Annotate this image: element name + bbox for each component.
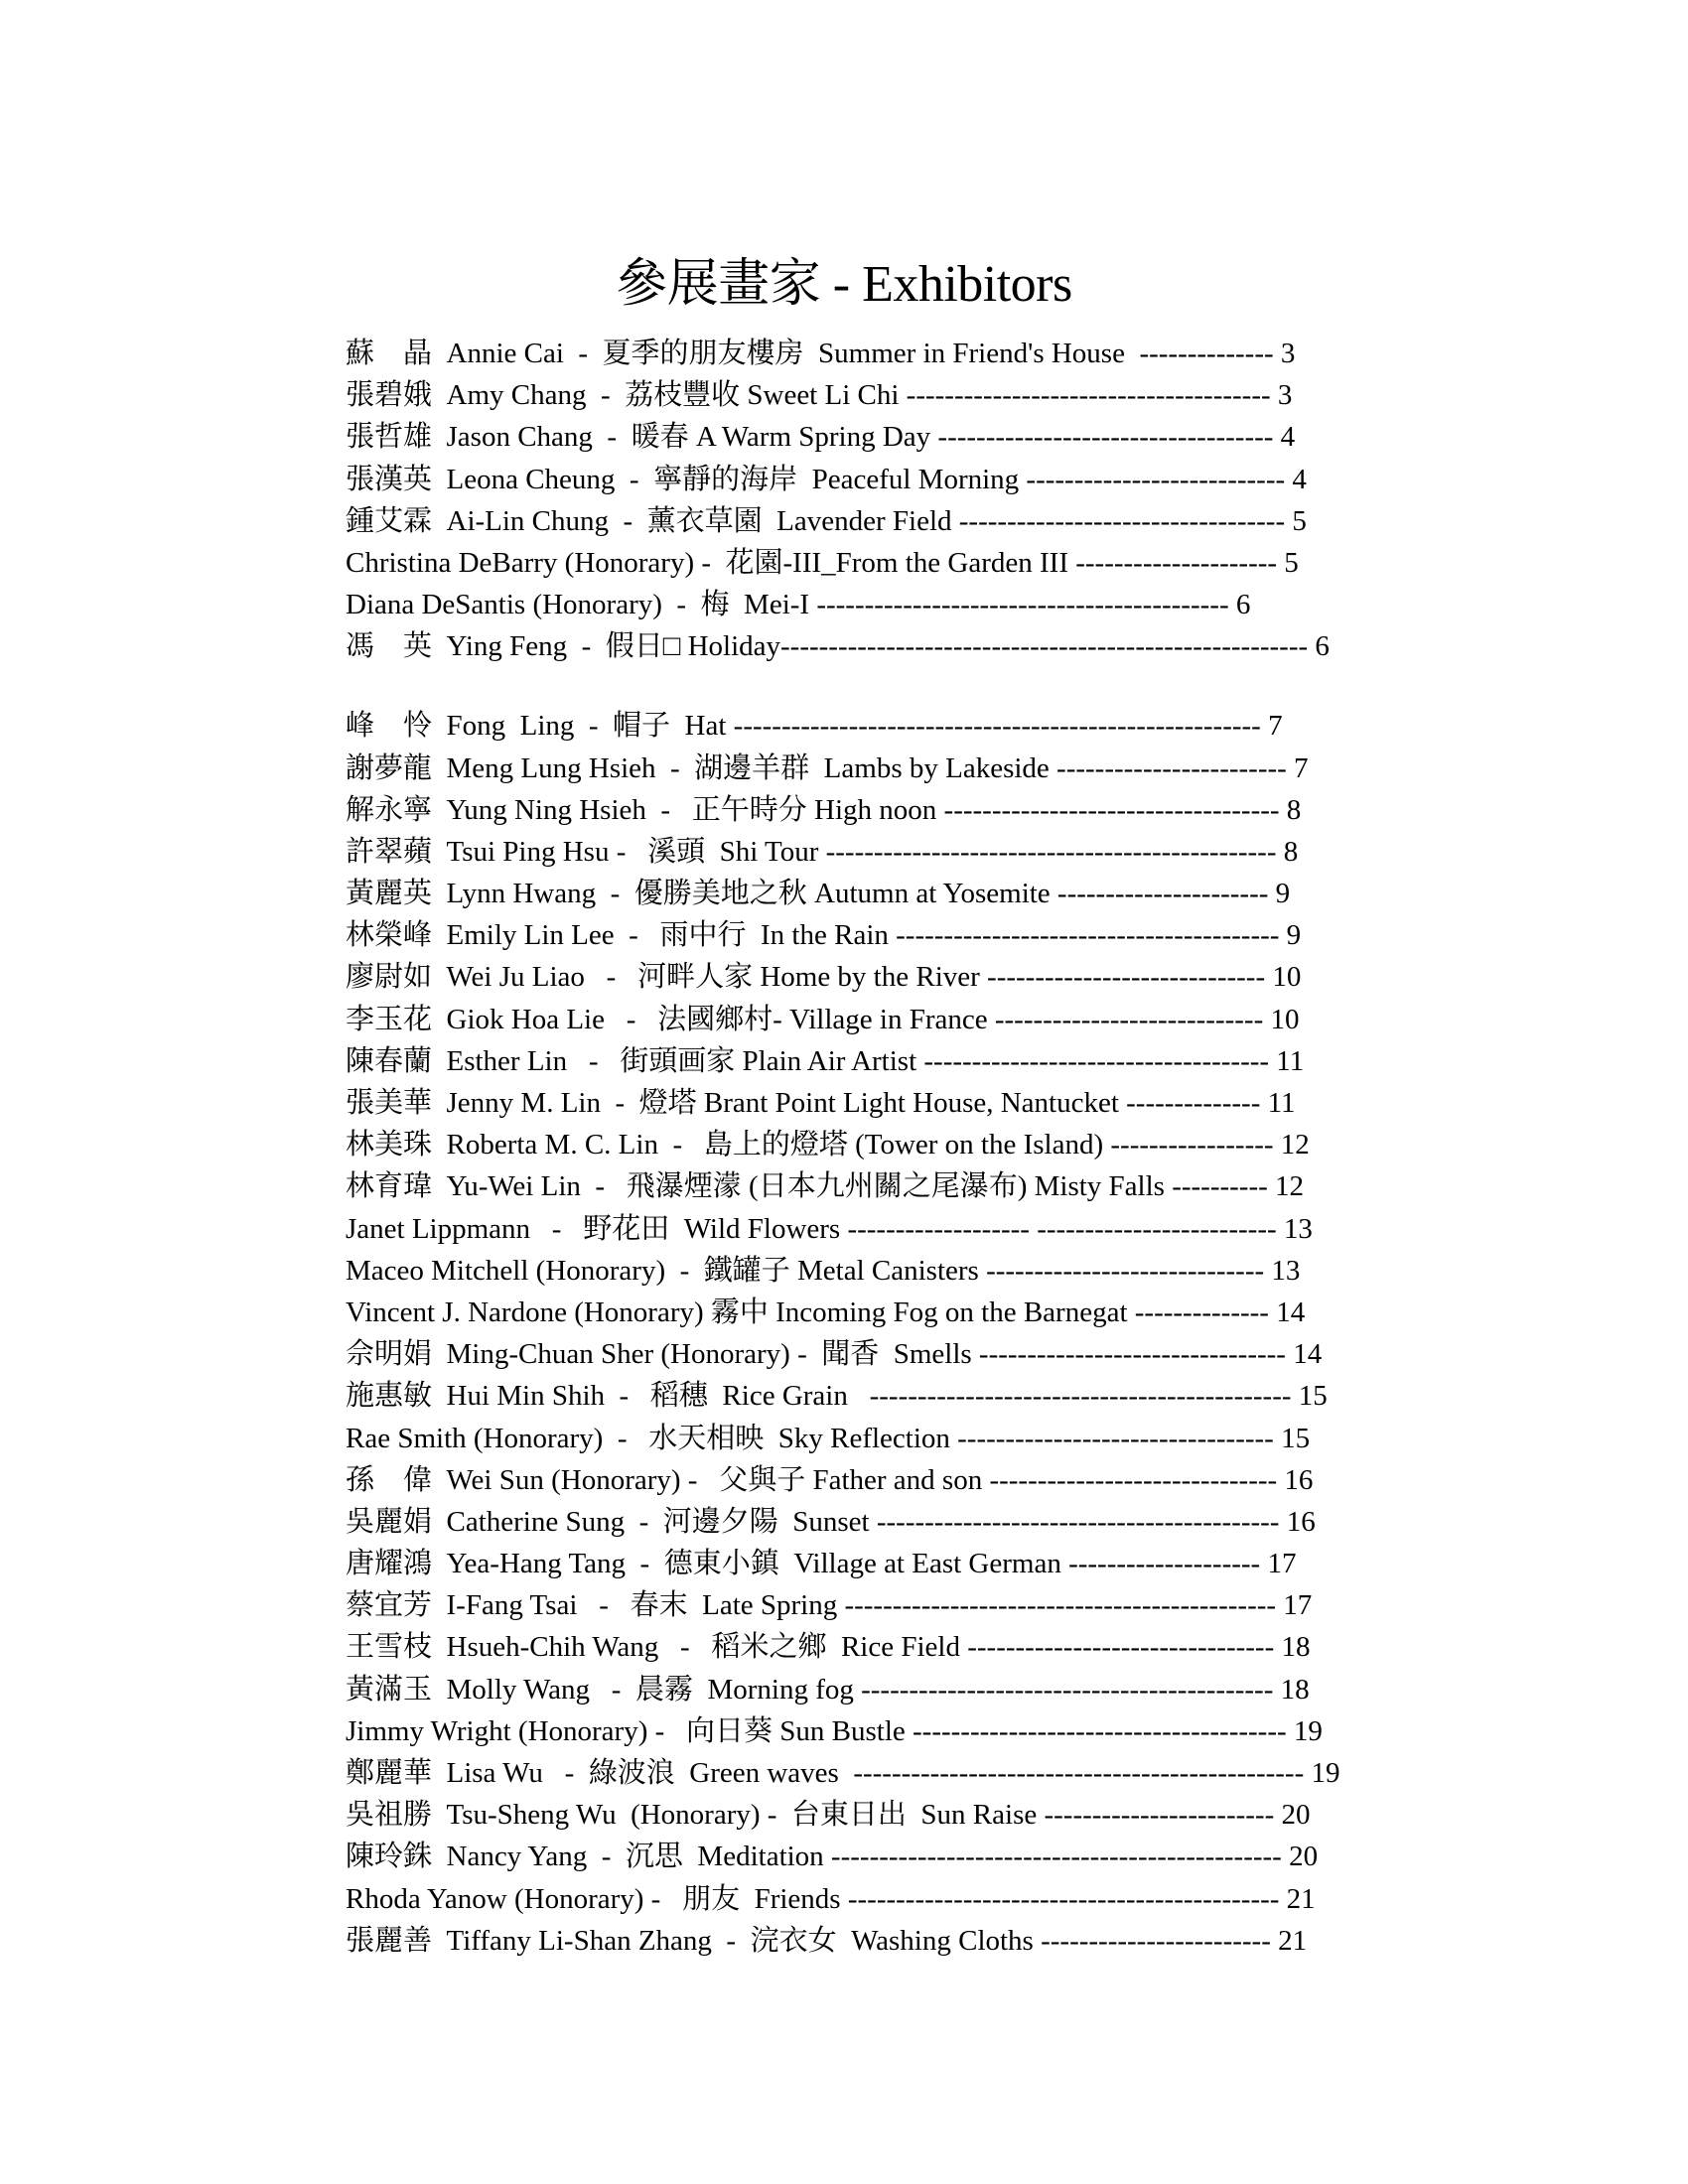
exhibitor-entry bbox=[346, 1710, 1342, 1752]
exhibitor-entry-text: Jimmy Wright (Honorary) - 向日葵 Sun Bustle --------------------------------------- 19 bbox=[346, 1714, 1323, 1747]
exhibitor-entry-text: 謝夢龍 Meng Lung Hsieh - 湖邊羊群 Lambs by Lakeside ------------------------ 7 bbox=[346, 751, 1309, 784]
exhibitor-entry bbox=[346, 542, 1342, 584]
exhibitor-entry bbox=[346, 1208, 1342, 1250]
exhibitor-entry-text: 張美華 Jenny M. Lin - 燈塔 Brant Point Light House, Nantucket -------------- 11 bbox=[346, 1087, 1296, 1119]
exhibitor-list bbox=[346, 333, 1342, 1962]
exhibitor-entry-text: Rae Smith (Honorary) - 水天相映 Sky Reflection --------------------------------- 15 bbox=[346, 1422, 1311, 1454]
exhibitor-entry bbox=[346, 459, 1342, 500]
exhibitor-entry bbox=[346, 1040, 1342, 1082]
exhibitor-entry-text: 鄭麗華 Lisa Wu - 綠波浪 Green waves ----------------------------------------------- 19 bbox=[346, 1757, 1340, 1789]
exhibitor-entry-text: 施惠敏 Hui Min Shih - 稻穗 Rice Grain -------------------------------------------- 15 bbox=[346, 1380, 1328, 1413]
exhibitor-entry bbox=[346, 1584, 1342, 1626]
exhibitor-entry bbox=[346, 1878, 1342, 1920]
exhibitor-entry bbox=[346, 1375, 1342, 1417]
exhibitor-entry-text: 張漢英 Leona Cheung - 寧靜的海岸 Peaceful Morning --------------------------- 4 bbox=[346, 463, 1307, 495]
exhibitor-entry-text: 解永寧 Yung Ning Hsieh - 正午時分 High noon ----------------------------------- 8 bbox=[346, 793, 1302, 826]
exhibitor-entry-text: Rhoda Yanow (Honorary) - 朋友 Friends --------------------------------------------- 21 bbox=[346, 1882, 1316, 1915]
exhibitor-entry-text: 張麗善 Tiffany Li-Shan Zhang - 浣衣女 Washing Cloths ------------------------ 21 bbox=[346, 1924, 1308, 1957]
exhibitor-entry-text: Christina DeBarry (Honorary) - 花園-III_From the Garden III --------------------- 5 bbox=[346, 546, 1299, 579]
exhibitor-entry-text: 馮 英 Ying Feng - 假日□ Holiday------------------------------------------------------- 6 bbox=[346, 630, 1330, 663]
exhibitor-entry bbox=[346, 1836, 1342, 1877]
exhibitor-entry bbox=[346, 999, 1342, 1040]
exhibitor-entry bbox=[346, 416, 1342, 458]
exhibitor-entry bbox=[346, 333, 1342, 374]
exhibitor-entry-text: 張碧娥 Amy Chang - 荔枝豐收 Sweet Li Chi -------------------------------------- 3 bbox=[346, 379, 1293, 412]
exhibitor-entry-text: 王雪枝 Hsueh-Chih Wang - 稻米之鄉 Rice Field -------------------------------- 18 bbox=[346, 1631, 1311, 1664]
exhibitor-entry-text: 廖尉如 Wei Ju Liao - 河畔人家 Home by the River ----------------------------- 10 bbox=[346, 961, 1302, 994]
exhibitor-entry-text: 林榮峰 Emily Lin Lee - 雨中行 In the Rain ---------------------------------------- 9 bbox=[346, 919, 1302, 952]
exhibitor-entry-text: 李玉花 Giok Hoa Lie - 法國鄉村- Village in France ---------------------------- 10 bbox=[346, 1003, 1300, 1035]
exhibitor-entry-text: 唐耀鴻 Yea-Hang Tang - 德東小鎮 Village at East German -------------------- 17 bbox=[346, 1548, 1297, 1580]
exhibitor-entry-text: 蘇 晶 Annie Cai - 夏季的朋友樓房 Summer in Friend's House -------------- 3 bbox=[346, 338, 1296, 369]
exhibitor-entry bbox=[346, 1794, 1342, 1836]
exhibitor-entry bbox=[346, 1333, 1342, 1375]
exhibitor-entry bbox=[346, 1082, 1342, 1124]
exhibitor-entry bbox=[346, 1626, 1342, 1668]
exhibitor-entry-text: Maceo Mitchell (Honorary) - 鐵罐子 Metal Canisters ----------------------------- 13 bbox=[346, 1254, 1301, 1287]
exhibitor-entry bbox=[346, 1920, 1342, 1962]
exhibitor-entry bbox=[346, 1752, 1342, 1794]
exhibitor-entry bbox=[346, 374, 1342, 416]
exhibitor-entry-text: 黃滿玉 Molly Wang - 晨霧 Morning fog ------------------------------------------- 18 bbox=[346, 1673, 1310, 1706]
exhibitor-entry bbox=[346, 748, 1342, 789]
exhibitor-entry-text: 林美珠 Roberta M. C. Lin - 島上的燈塔 (Tower on the Island) ----------------- 12 bbox=[346, 1129, 1310, 1161]
exhibitor-entry bbox=[346, 500, 1342, 542]
exhibitor-entry-text: 林育瑋 Yu-Wei Lin - 飛瀑煙濛 (日本九州關之尾瀑布) Misty Falls ---------- 12 bbox=[346, 1170, 1305, 1203]
exhibitor-entry bbox=[346, 873, 1342, 914]
exhibitor-entry bbox=[346, 1124, 1342, 1165]
exhibitor-entry-text: 孫 偉 Wei Sun (Honorary) - 父與子 Father and son ------------------------------ 16 bbox=[346, 1463, 1314, 1496]
exhibitor-entry-text: 黃麗英 Lynn Hwang - 優勝美地之秋 Autumn at Yosemite ---------------------- 9 bbox=[346, 878, 1291, 910]
exhibitor-entry bbox=[346, 1250, 1342, 1292]
exhibitor-entry-text: 張哲雄 Jason Chang - 暖春 A Warm Spring Day ----------------------------------- 4 bbox=[346, 421, 1296, 454]
exhibitor-entry bbox=[346, 1543, 1342, 1584]
exhibitor-entry-text: 吳祖勝 Tsu-Sheng Wu (Honorary) - 台東日出 Sun Raise ------------------------ 20 bbox=[346, 1799, 1311, 1832]
exhibitor-entry bbox=[346, 1165, 1342, 1207]
exhibitor-entry-text: 鍾艾霖 Ai-Lin Chung - 薰衣草園 Lavender Field ---------------------------------- 5 bbox=[346, 504, 1307, 537]
exhibitor-entry bbox=[346, 1418, 1342, 1459]
exhibitor-entry bbox=[346, 584, 1342, 625]
exhibitor-entry-text: 峰 怜 Fong Ling - 帽子 Hat ------------------------------------------------------- 7 bbox=[346, 710, 1283, 743]
exhibitor-entry bbox=[346, 1292, 1342, 1333]
exhibitor-entry bbox=[346, 1459, 1342, 1501]
exhibitor-entry bbox=[346, 914, 1342, 956]
exhibitor-entry bbox=[346, 956, 1342, 998]
exhibitor-entry bbox=[346, 831, 1342, 873]
exhibitor-entry bbox=[346, 625, 1342, 705]
page-title: 參展畫家 - Exhibitors bbox=[616, 256, 1072, 313]
exhibitor-entry-text: 吳麗娟 Catherine Sung - 河邊夕陽 Sunset ------------------------------------------ 16 bbox=[346, 1505, 1316, 1538]
exhibitor-entry bbox=[346, 1501, 1342, 1543]
exhibitor-entry-text: 陳玲銖 Nancy Yang - 沉思 Meditation ----------------------------------------------- 20 bbox=[346, 1841, 1319, 1873]
exhibitor-entry-text: Vincent J. Nardone (Honorary) 霧中 Incoming Fog on the Barnegat -------------- 14 bbox=[346, 1296, 1306, 1328]
exhibitor-entry-text: 蔡宜芳 I-Fang Tsai - 春末 Late Spring --------------------------------------------- 17 bbox=[346, 1589, 1313, 1622]
exhibitor-entry-text: 佘明娟 Ming-Chuan Sher (Honorary) - 聞香 Smells -------------------------------- 14 bbox=[346, 1338, 1323, 1371]
exhibitor-entry-text: Janet Lippmann - 野花田 Wild Flowers ------------------- ------------------------- 13 bbox=[346, 1212, 1313, 1245]
exhibitor-entry-text: 許翠蘋 Tsui Ping Hsu - 溪頭 Shi Tour ----------------------------------------------- 8 bbox=[346, 835, 1299, 868]
exhibitor-entry bbox=[346, 789, 1342, 831]
exhibitor-entry bbox=[346, 705, 1342, 747]
exhibitor-entry-text: 陳春蘭 Esther Lin - 街頭画家 Plain Air Artist ------------------------------------ 11 bbox=[346, 1044, 1305, 1077]
exhibitor-entry bbox=[346, 1669, 1342, 1710]
exhibitor-entry-text: Diana DeSantis (Honorary) - 梅 Mei-I ------------------------------------------- 6 bbox=[346, 589, 1251, 621]
